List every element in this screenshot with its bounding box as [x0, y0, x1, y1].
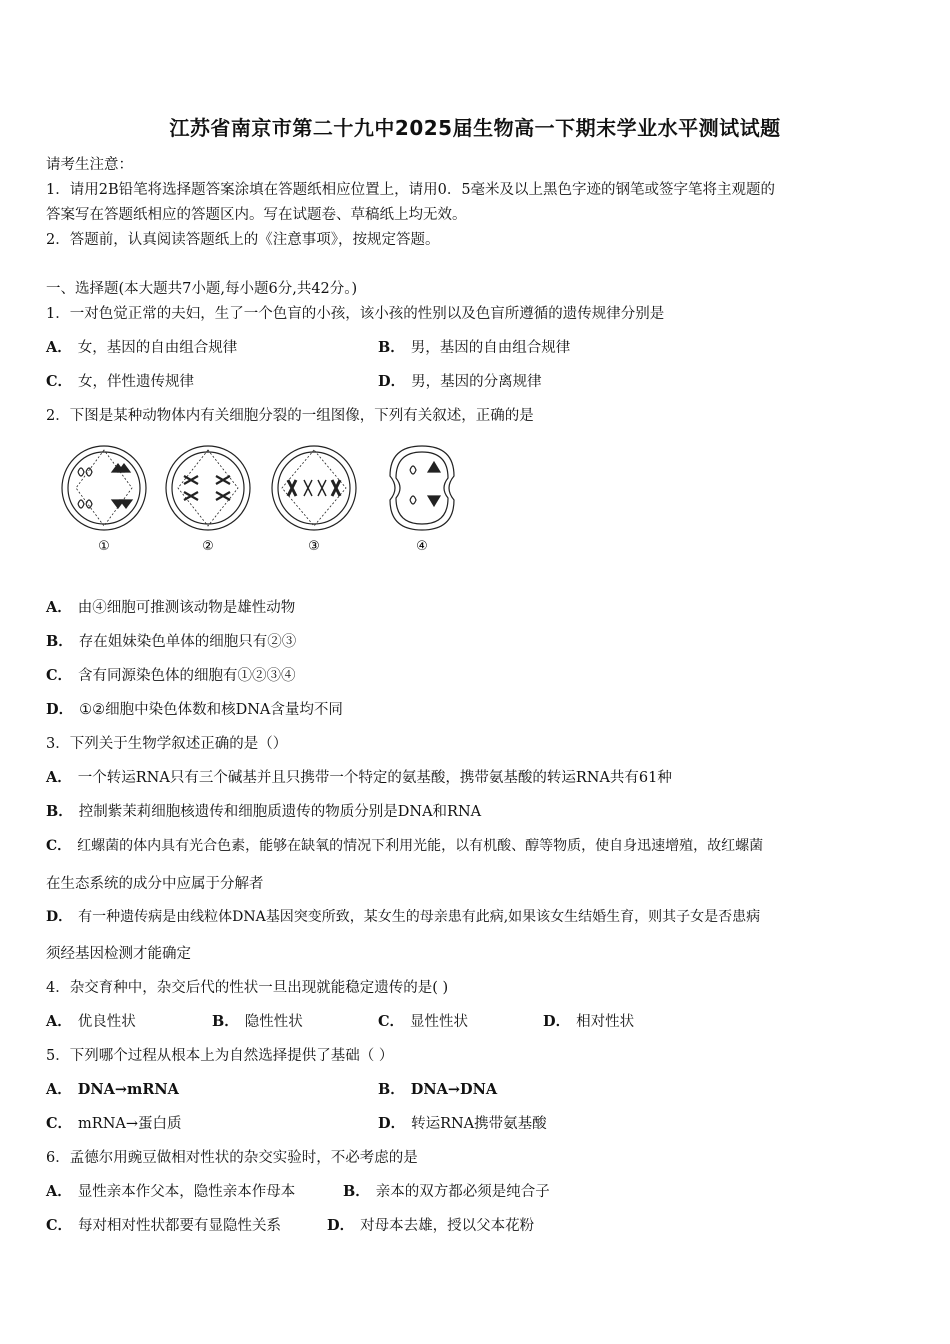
option-text: 存在姐妹染色单体的细胞只有②③	[78, 634, 297, 650]
question-3-option-d-cont: 须经基因检测才能确定	[46, 946, 191, 962]
option-text: 显性亲本作父本，隐性亲本作母本	[77, 1184, 296, 1200]
cell-1-image	[62, 446, 146, 530]
question-6-option-a[interactable]	[46, 1180, 295, 1201]
question-3-stem: 3．下列关于生物学叙述正确的是（）	[46, 736, 288, 752]
option-letter: B．	[378, 339, 405, 356]
option-text: 显性性状	[410, 1014, 469, 1030]
question-5-option-a[interactable]	[46, 1078, 179, 1099]
question-5-stem: 5．下列哪个过程从根本上为自然选择提供了基础（ ）	[46, 1048, 394, 1064]
question-2-stem: 2．下图是某种动物体内有关细胞分裂的一组图像，下列有关叙述，正确的是	[46, 408, 534, 424]
cell-2-image	[166, 446, 250, 530]
option-text: 每对相对性状都要有显隐性关系	[78, 1218, 282, 1234]
question-2-option-d[interactable]	[46, 698, 343, 719]
option-text: 一个转运RNA只有三个碱基并且只携带一个特定的氨基酸，携带氨基酸的转运RNA共有61种	[77, 770, 672, 786]
option-letter: C．	[46, 373, 73, 390]
option-text: 对母本去雄，授以父本花粉	[360, 1218, 535, 1234]
option-text: 有一种遗传病是由线粒体DNA基因突变所致，某女生的母亲患有此病,如果该女生结婚生育，则其子女是否患病	[78, 909, 761, 925]
question-3-option-c-cont: 在生态系统的成分中应属于分解者	[46, 876, 264, 892]
question-3-option-a[interactable]	[46, 766, 672, 787]
section-heading: 一、选择题(本大题共7小题,每小题6分,共42分。)	[46, 281, 358, 297]
question-3-option-c[interactable]	[46, 835, 763, 855]
option-text: 转运RNA携带氨基酸	[411, 1116, 547, 1132]
question-2-option-c[interactable]	[46, 664, 296, 685]
option-letter: D．	[46, 701, 74, 718]
option-letter: D．	[46, 909, 73, 925]
question-3-option-d[interactable]	[46, 906, 760, 926]
option-letter: C．	[46, 838, 72, 854]
question-5-option-c[interactable]	[46, 1112, 182, 1133]
option-letter: A．	[46, 769, 72, 786]
fig-label-2: ②	[202, 539, 214, 554]
question-5-option-d[interactable]	[378, 1112, 547, 1133]
option-text: 隐性性状	[244, 1014, 303, 1030]
option-letter: B．	[378, 1081, 405, 1098]
notice-heading: 请考生注意：	[46, 157, 133, 173]
option-letter: B．	[46, 803, 73, 820]
question-3-option-b[interactable]	[46, 800, 481, 821]
question-6-option-c[interactable]	[46, 1214, 281, 1235]
option-text: 控制紫茉莉细胞核遗传和细胞质遗传的物质分别是DNA和RNA	[78, 804, 482, 820]
option-text: 女，基因的自由组合规律	[77, 340, 238, 356]
option-text: 男，基因的自由组合规律	[410, 340, 571, 356]
notice-item-2: 2．答题前，认真阅读答题纸上的《注意事项》，按规定答题。	[46, 232, 440, 248]
option-letter: A．	[46, 1183, 72, 1200]
option-text: mRNA→蛋白质	[78, 1116, 182, 1132]
option-text: 女，伴性遗传规律	[78, 374, 195, 390]
question-4-stem: 4．杂交育种中，杂交后代的性状一旦出现就能稳定遗传的是( )	[46, 980, 449, 996]
option-letter: A．	[46, 599, 72, 616]
option-text: 由④细胞可推测该动物是雄性动物	[77, 600, 296, 616]
question-4-option-c[interactable]	[378, 1010, 468, 1031]
option-letter: C．	[46, 667, 73, 684]
fig-label-1: ①	[98, 539, 110, 554]
option-letter: C．	[46, 1115, 73, 1132]
cell-3-image	[272, 446, 356, 530]
option-text: DNA→DNA	[410, 1081, 498, 1098]
option-letter: A．	[46, 339, 72, 356]
question-2-option-b[interactable]	[46, 630, 296, 651]
option-letter: B．	[343, 1183, 370, 1200]
page-title: 江苏省南京市第二十九中2025届生物高一下期末学业水平测试试题	[169, 116, 781, 140]
question-5-option-b[interactable]	[378, 1078, 497, 1099]
question-4-option-b[interactable]	[212, 1010, 303, 1031]
option-text: 红螺菌的体内具有光合色素，能够在缺氧的情况下利用光能，以有机酸、醇等物质，使自身迅速增殖，故红螺菌	[77, 838, 764, 854]
option-letter: C．	[378, 1013, 405, 1030]
question-1-stem: 1．一对色觉正常的夫妇，生了一个色盲的小孩，该小孩的性别以及色盲所遵循的遗传规律分别是	[46, 306, 665, 322]
option-letter: A．	[46, 1013, 72, 1030]
question-6-option-b[interactable]	[343, 1180, 550, 1201]
option-text: 亲本的双方都必须是纯合子	[375, 1184, 550, 1200]
option-letter: D．	[378, 1115, 406, 1132]
question-1-option-d[interactable]	[378, 370, 542, 391]
cell-4-image	[390, 446, 454, 530]
option-letter: B．	[46, 633, 73, 650]
option-letter: D．	[378, 373, 406, 390]
option-text: 相对性状	[576, 1014, 635, 1030]
cell-division-figure	[56, 436, 476, 556]
question-4-option-d[interactable]	[543, 1010, 634, 1031]
question-4-option-a[interactable]	[46, 1010, 136, 1031]
option-letter: D．	[543, 1013, 571, 1030]
question-6-stem: 6．孟德尔用豌豆做相对性状的杂交实验时，不必考虑的是	[46, 1150, 418, 1166]
question-6-option-d[interactable]	[327, 1214, 534, 1235]
fig-label-4: ④	[416, 539, 428, 554]
option-text: 优良性状	[77, 1014, 136, 1030]
option-text: 男，基因的分离规律	[411, 374, 542, 390]
option-text: ①②细胞中染色体数和核DNA含量均不同	[79, 702, 343, 718]
option-letter: D．	[327, 1217, 355, 1234]
option-letter: A．	[46, 1081, 72, 1098]
question-1-option-c[interactable]	[46, 370, 194, 391]
notice-item-1: 1．请用2B铅笔将选择题答案涂填在答题纸相应位置上，请用0．5毫米及以上黑色字迹的钢笔或签字笔将主观题的	[46, 182, 776, 198]
notice-item-1-cont: 答案写在答题纸相应的答题区内。写在试题卷、草稿纸上均无效。	[46, 207, 467, 223]
option-text: 含有同源染色体的细胞有①②③④	[78, 668, 296, 684]
fig-label-3: ③	[308, 539, 320, 554]
option-text: DNA→mRNA	[77, 1081, 179, 1098]
question-1-option-a[interactable]	[46, 336, 237, 357]
question-1-option-b[interactable]	[378, 336, 570, 357]
question-2-option-a[interactable]	[46, 596, 295, 617]
option-letter: B．	[212, 1013, 239, 1030]
option-letter: C．	[46, 1217, 73, 1234]
